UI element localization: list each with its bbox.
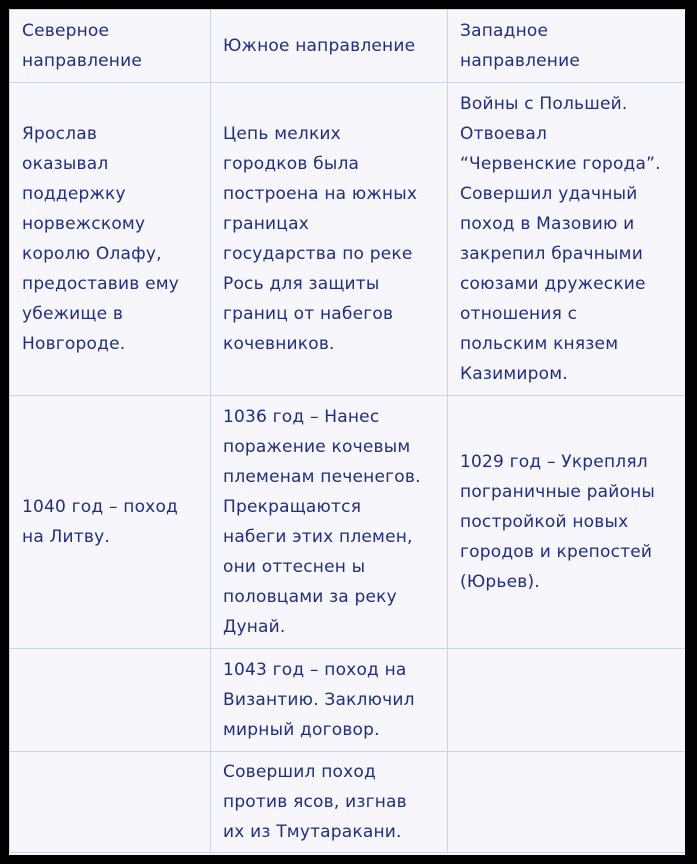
table-cell <box>211 396 448 649</box>
table-cell <box>211 83 448 396</box>
cell-text: Цепь мелких городков была построена на южных границах государства по реке Рось для защиты границ от набегов кочевников. <box>223 124 418 354</box>
table-sheet <box>9 9 685 855</box>
header-west-cell <box>448 10 686 83</box>
cell-text: Ярослав оказывал поддержку норвежскому королю Олафу, предоставив ему убежище в Новгороде. <box>22 124 180 354</box>
header-south-cell <box>211 10 448 83</box>
cell-text: Войны с Польшей. Отвоевал “Червенские города”. Совершил удачный поход в Мазовию и закрепил брачными союзами дружеские отношения с польским князем Казимиром. <box>460 94 661 384</box>
table-row <box>10 752 686 853</box>
cell-text: Совершил поход против ясов, изгнав их из Тмутаракани. <box>223 762 407 842</box>
table-cell <box>211 649 448 752</box>
header-south: Южное направление <box>223 36 416 56</box>
table-cell <box>448 83 686 396</box>
table-cell <box>10 649 211 752</box>
table-cell <box>211 752 448 853</box>
cell-text: 1029 год – Укреплял пограничные районы постройкой новых городов и крепостей (Юрьев). <box>460 452 656 592</box>
directions-table <box>9 9 685 853</box>
table-cell <box>10 396 211 649</box>
table-cell <box>448 396 686 649</box>
table-cell <box>10 752 211 853</box>
table-cell <box>10 83 211 396</box>
table-row <box>10 396 686 649</box>
header-north-cell <box>10 10 211 83</box>
cell-text: 1040 год – поход на Литву. <box>22 497 178 547</box>
header-north: Северное направление <box>22 21 143 71</box>
table-cell <box>448 649 686 752</box>
cell-text: 1043 год – поход на Византию. Заключил мирный договор. <box>223 660 415 740</box>
table-header-row <box>10 10 686 83</box>
table-cell <box>448 752 686 853</box>
header-west: Западное направление <box>460 21 581 71</box>
table-row <box>10 649 686 752</box>
cell-text: 1036 год – Нанес поражение кочевым племенам печенегов. Прекращаются набеги этих племен, они оттеснен ы половцами за реку Дунай. <box>223 407 421 637</box>
table-row <box>10 83 686 396</box>
